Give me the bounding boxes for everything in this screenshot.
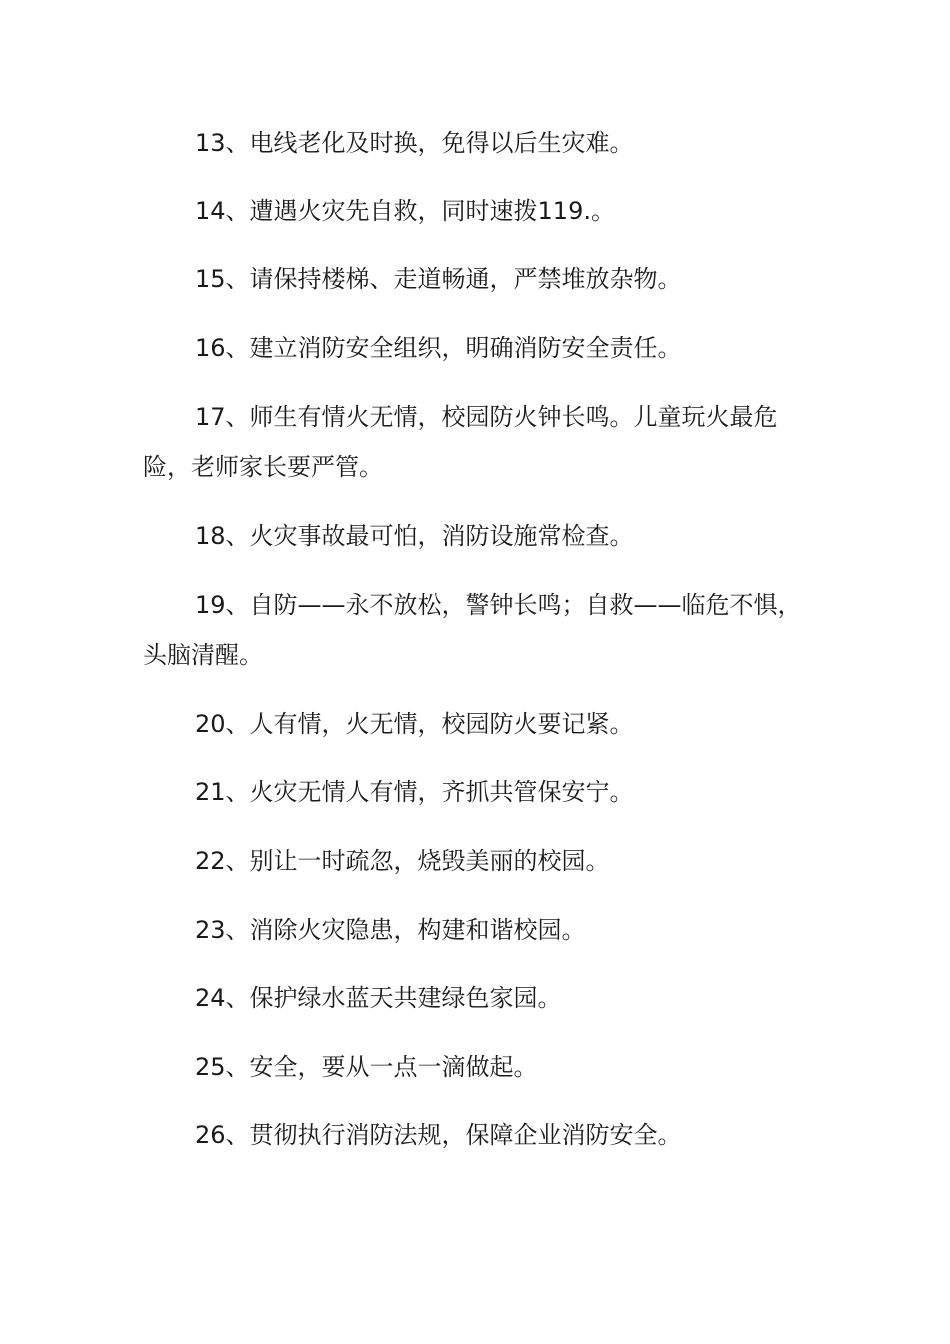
slogan-paragraph-15: 15、请保持楼梯、走道畅通，严禁堆放杂物。 [195, 265, 682, 293]
slogan-paragraph-18: 18、火灾事故最可怕，消防设施常检查。 [195, 522, 634, 550]
slogan-paragraph-23: 23、消除火灾隐患，构建和谐校园。 [195, 916, 586, 944]
slogan-paragraph-21: 21、火灾无情人有情，齐抓共管保安宁。 [195, 778, 634, 806]
slogan-paragraph-14: 14、遭遇火灾先自救，同时速拨119.。 [195, 197, 615, 225]
slogan-paragraph-22: 22、别让一时疏忽，烧毁美丽的校园。 [195, 847, 610, 875]
slogan-paragraph-25: 25、安全，要从一点一滴做起。 [195, 1053, 538, 1081]
slogan-paragraph-20: 20、人有情，火无情，校园防火要记紧。 [195, 710, 634, 738]
slogan-paragraph-13: 13、电线老化及时换，免得以后生灾难。 [195, 129, 634, 157]
slogan-paragraph-17: 17、师生有情火无情，校园防火钟长鸣。儿童玩火最危险，老师家长要严管。 [143, 403, 778, 481]
slogan-paragraph-26: 26、贯彻执行消防法规，保障企业消防安全。 [195, 1121, 682, 1149]
slogan-paragraph-19: 19、自防——永不放松，警钟长鸣；自救——临危不惧，头脑清醒。 [143, 591, 802, 669]
slogan-paragraph-24: 24、保护绿水蓝天共建绿色家园。 [195, 984, 562, 1012]
slogan-paragraph-16: 16、建立消防安全组织，明确消防安全责任。 [195, 334, 682, 362]
